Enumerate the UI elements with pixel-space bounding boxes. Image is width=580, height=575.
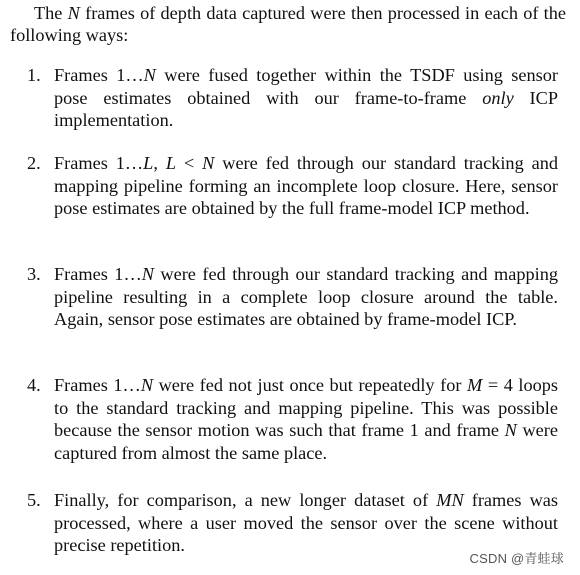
item-ellipsis: … [125, 65, 144, 85]
item-text: = 4 loops to the standard tracking and mapping pipeline. This was possible because the sensor motion was such that frame 1 and frame [54, 375, 559, 441]
item-text: frames was processed, where a user moved the sensor over the scene without precise repetition. [54, 490, 558, 556]
list-item-number: 3. [27, 264, 41, 284]
item-ellipsis: … [124, 153, 144, 173]
item-variable: N [143, 65, 156, 85]
item-variable: L [143, 153, 154, 173]
item-emphasis: only [482, 87, 514, 108]
item-text: were fed through our standard tracking and mapping pipeline forming an incomplete loop closure. Here, sensor pose estimates are obtained by the full frame-model ICP method. [54, 153, 559, 219]
list-item-3 [27, 263, 558, 331]
item-text: Frames 1 [54, 264, 124, 284]
item-text: were fed not just once but repeatedly for [153, 375, 468, 395]
item-variable: L [165, 153, 176, 173]
list-item-5 [27, 489, 558, 557]
item-text: ICP implementation. [54, 87, 559, 131]
item-text: were fused together within the TSDF using sensor pose estimates obtained with our frame-to-frame [54, 65, 558, 108]
item-text: Frames 1 [54, 375, 123, 395]
item-text: , [153, 153, 166, 173]
intro-text-end: frames of depth data captured were then processed in each of the following ways: [10, 3, 566, 45]
item-text: were captured from almost the same place. [54, 420, 558, 463]
item-variable: N [504, 420, 517, 441]
list-item-1 [27, 64, 559, 132]
item-text: Frames 1 [54, 65, 126, 85]
item-text: < [175, 153, 203, 173]
item-variable: N [141, 264, 154, 284]
watermark-label: CSDN @青蛙球 [469, 551, 564, 566]
item-variable: N [202, 153, 215, 173]
list-item-number: 4. [27, 375, 41, 395]
intro-text-start: The [34, 3, 68, 23]
list-item-number: 2. [27, 153, 41, 173]
list-item-2 [27, 152, 559, 220]
item-text: Finally, for comparison, a new longer dataset of [54, 490, 437, 510]
item-ellipsis: … [122, 375, 141, 395]
item-ellipsis: … [123, 264, 142, 284]
intro-paragraph [10, 2, 566, 46]
list-item-number: 5. [27, 490, 41, 510]
item-variable: MN [436, 490, 464, 510]
item-text: Frames 1 [54, 153, 125, 173]
list-item-4 [27, 374, 559, 464]
item-variable: M [467, 375, 483, 395]
item-variable: N [140, 375, 154, 395]
list-item-number: 1. [27, 65, 41, 85]
item-text: were fed through our standard tracking and mapping pipeline resulting in a complete loop closure around the table. Again, sensor pose estimates are obtained by frame-model ICP. [54, 264, 558, 330]
intro-variable-n: N [67, 3, 80, 23]
